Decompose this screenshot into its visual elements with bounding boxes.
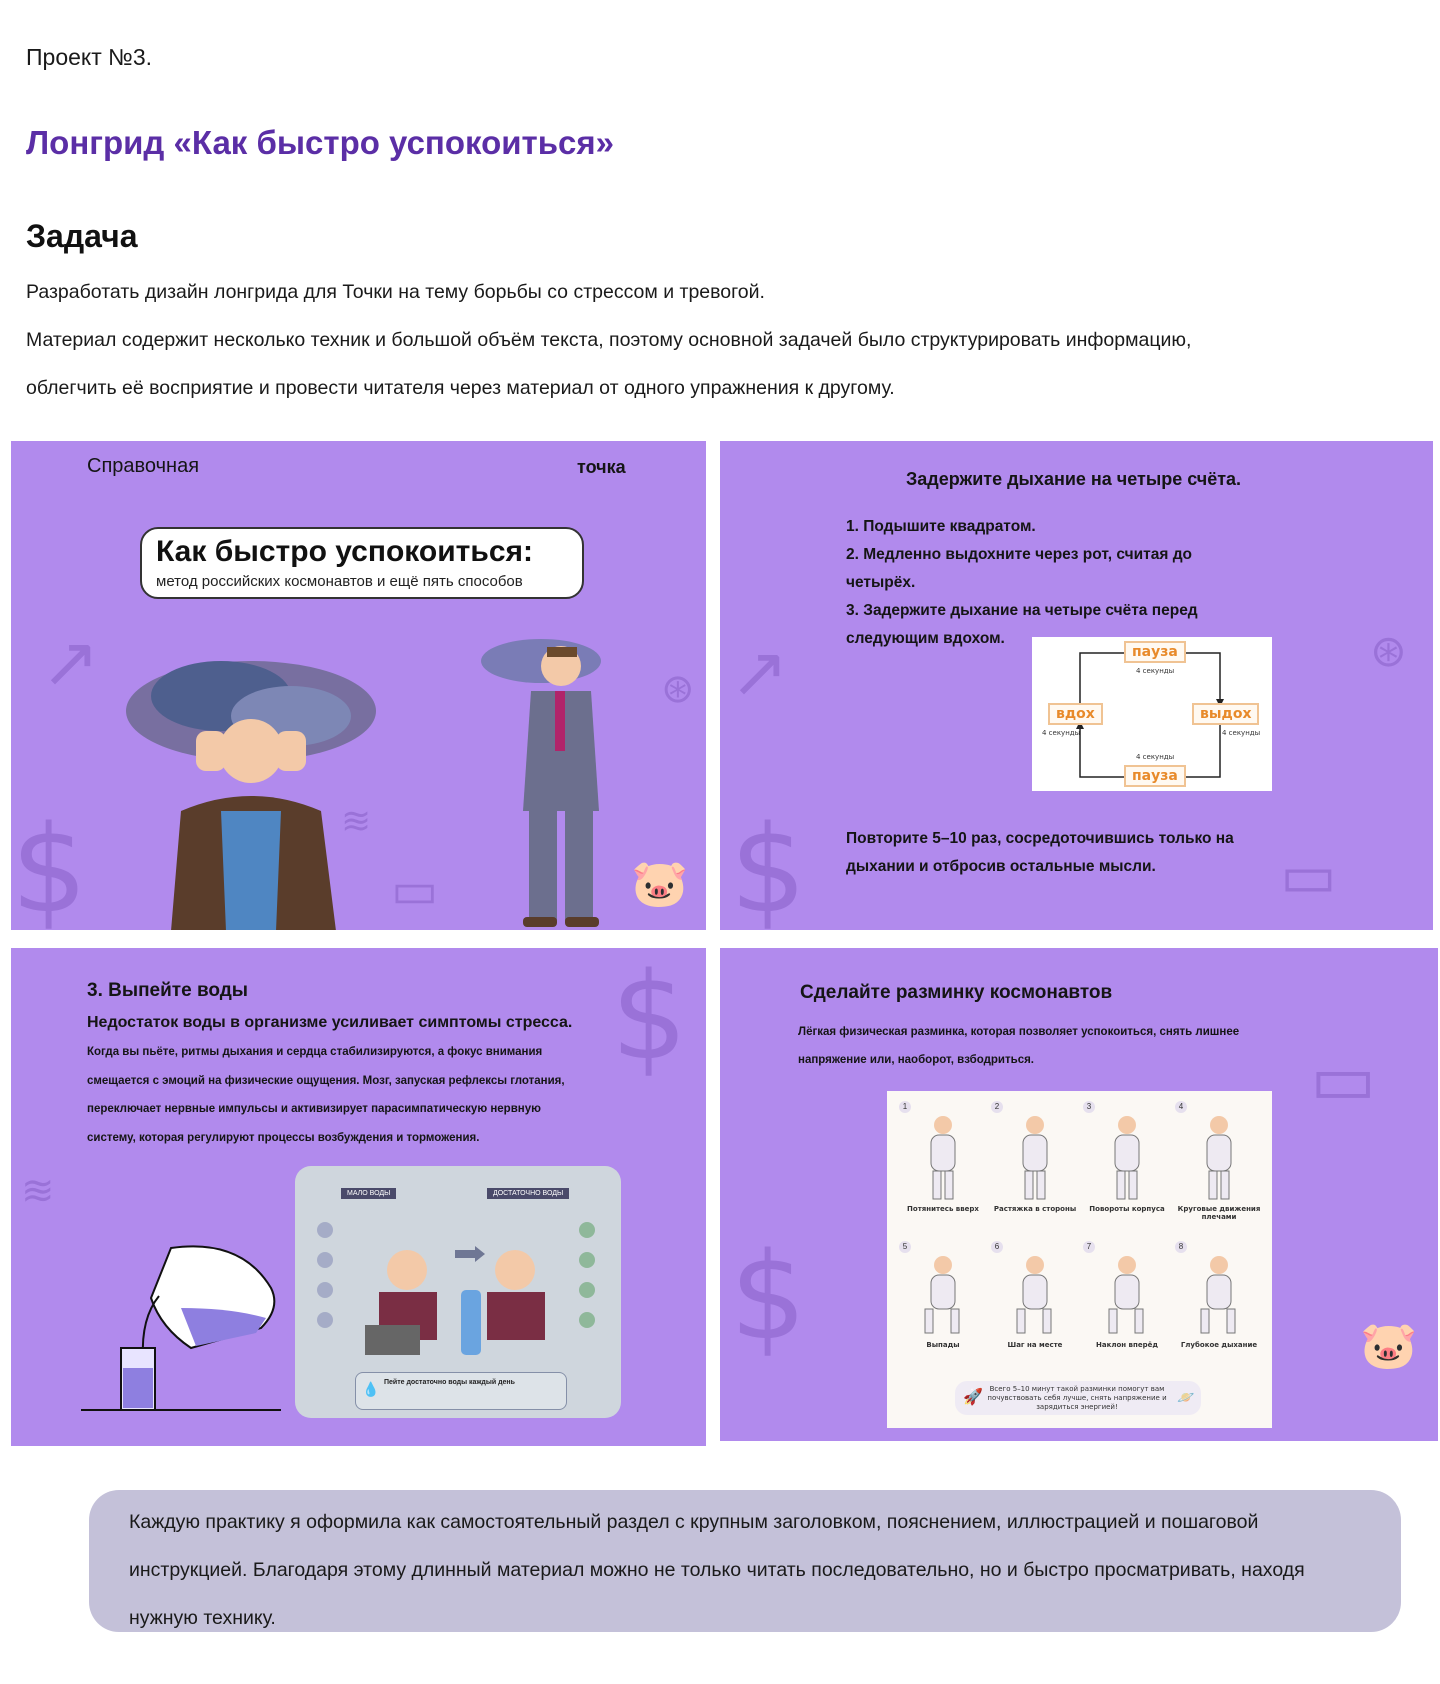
diagram-bottom-duration: 4 секунды (1136, 753, 1175, 761)
exercise-grid (887, 1091, 1272, 1428)
coins-stack-icon: ≋ (21, 1168, 55, 1214)
dollar-icon: $ (611, 948, 688, 1087)
box-breathing-diagram (1032, 637, 1272, 791)
cover-subheadline: метод российских космонавтов и ещё пять способов (156, 573, 523, 590)
slide-breathing (720, 441, 1433, 930)
slide-cover (11, 441, 706, 930)
task-paragraph-2: Материал содержит несколько техник и большой объём текста, поэтому основной задачей было структурировать информацию, облегчить её восприятие и провести читателя через материал от одного упражнения к другому. (26, 329, 1192, 399)
businessman-illustration (481, 621, 631, 930)
dollar-icon: $ (730, 801, 807, 930)
warmup-title: Сделайте разминку космонавтов (800, 982, 1113, 1003)
exercise-number: 6 (991, 1241, 1003, 1253)
diagram-top-duration: 4 секунды (1136, 667, 1175, 675)
warmup-body: Лёгкая физическая разминка, которая позволяет успокоиться, снять лишнее напряжение или, наоборот, взбодриться. (798, 1026, 1240, 1066)
diagram-left-label: вдох (1048, 703, 1103, 725)
water-pitcher-illustration (81, 1238, 311, 1418)
exercise-item (1175, 1101, 1263, 1241)
exercise-label: Глубокое дыхание (1180, 1341, 1258, 1349)
exercise-item (899, 1101, 987, 1241)
exercise-number: 5 (899, 1241, 911, 1253)
warmup-footer-note (955, 1381, 1201, 1415)
slide-water (11, 948, 706, 1446)
coins-stack-icon: ≋ (341, 801, 372, 842)
summary-callout-text: Каждую практику я оформила как самостоятельный раздел с крупным заголовком, пояснением, иллюстрацией и пошаговой инструкцией. Благодаря этому длинный материал можно не только читать последовательно, но и быстро просматривать, находя нужную технику. (129, 1511, 1305, 1629)
breathing-footer: Повторите 5–10 раз, сосредоточившись только на дыхании и отбросив остальные мысли. (846, 830, 1234, 875)
exercise-label: Повороты корпуса (1089, 1205, 1165, 1213)
coin-icon: ⊛ (1370, 626, 1407, 677)
piggy-bank-icon: 🐷 (631, 856, 689, 910)
growth-arrow-icon: ↗ (41, 621, 100, 703)
exercise-label: Выпады (926, 1341, 960, 1349)
slide-warmup (720, 948, 1438, 1441)
breathing-step-1: 1. Подышите квадратом. (846, 518, 1036, 535)
headline-card (140, 527, 584, 599)
exercise-item (1175, 1241, 1263, 1371)
credit-card-icon: ▭ (1280, 841, 1337, 911)
warmup-exercises-card (887, 1091, 1272, 1428)
exercise-number: 3 (1083, 1101, 1095, 1113)
water-infographic (295, 1166, 621, 1418)
growth-arrow-icon: ↗ (730, 631, 789, 713)
dollar-icon: $ (11, 801, 88, 930)
piggy-bank-icon: 🐷 (1360, 1318, 1418, 1372)
exercise-label: Шаг на месте (1007, 1341, 1063, 1349)
exercise-number: 7 (1083, 1241, 1095, 1253)
warmup-footer-text: Всего 5–10 минут такой разминки помогут вам почувствовать себя лучше, снять напряжение и зарядиться энергией! (987, 1385, 1167, 1411)
exercise-label: Круговые движения плечами (1177, 1205, 1261, 1221)
exercise-item (991, 1241, 1079, 1371)
planet-icon: 🪐 (1177, 1389, 1195, 1405)
breathing-steps (846, 513, 1226, 653)
page-title: Лонгрид «Как быстро успокоиться» (26, 124, 614, 161)
diagram-right-label: выдох (1192, 703, 1259, 725)
task-paragraph-1: Разработать дизайн лонгрида для Точки на тему борьбы со стрессом и тревогой. (26, 281, 765, 303)
water-title: 3. Выпейте воды (87, 980, 249, 1001)
water-body: Когда вы пьёте, ритмы дыхания и сердца стабилизируются, а фокус внимания смещается с эмоций на физические ощущения. Мозг, запуская рефлексы глотания, переключает нервные импульсы и активизирует парасимпатическую нервную систему, которая регулируют процессы возбуждения и торможения. (87, 1046, 565, 1144)
diagram-bottom-label: пауза (1124, 765, 1186, 787)
project-label: Проект №3. (26, 44, 153, 70)
exercise-label: Растяжка в стороны (993, 1205, 1077, 1213)
stressed-person-illustration (111, 641, 391, 930)
infographic-footer (355, 1372, 567, 1410)
exercise-label: Потянитесь вверх (907, 1205, 979, 1213)
exercise-number: 1 (899, 1101, 911, 1113)
rocket-icon: 🚀 (963, 1389, 983, 1406)
diagram-right-duration: 4 секунды (1222, 729, 1261, 737)
exercise-item (899, 1241, 987, 1371)
diagram-top-label: пауза (1124, 641, 1186, 663)
exercise-item (1083, 1241, 1171, 1371)
task-heading: Задача (26, 218, 138, 254)
exercise-item (991, 1101, 1079, 1241)
infographic-footer-title: Пейте достаточно воды каждый день (384, 1379, 515, 1386)
infographic-left-label: МАЛО ВОДЫ (341, 1188, 396, 1199)
water-drop-icon: 💧 (362, 1381, 380, 1397)
water-subtitle: Недостаток воды в организме усиливает симптомы стресса. (87, 1014, 573, 1031)
breathing-step-2: 2. Медленно выдохните через рот, считая до четырёх. (846, 546, 1193, 591)
credit-card-icon: ▭ (391, 861, 439, 919)
breathing-title: Задержите дыхание на четыре счёта. (906, 469, 1242, 489)
credit-card-icon: ▭ (1310, 1038, 1377, 1120)
exercise-item (1083, 1101, 1171, 1241)
diagram-left-duration: 4 секунды (1042, 729, 1081, 737)
exercise-number: 2 (991, 1101, 1003, 1113)
brand-right: точка (577, 457, 626, 477)
coin-icon: ⊛ (661, 666, 695, 712)
exercise-number: 4 (1175, 1101, 1187, 1113)
dollar-icon: $ (730, 1228, 807, 1367)
summary-callout (89, 1490, 1401, 1632)
exercise-label: Наклон вперёд (1096, 1341, 1158, 1349)
infographic-right-label: ДОСТАТОЧНО ВОДЫ (487, 1188, 569, 1199)
breathing-step-3: 3. Задержите дыхание на четыре счёта перед следующим вдохом. (846, 602, 1198, 647)
exercise-number: 8 (1175, 1241, 1187, 1253)
cover-headline: Как быстро успокоиться: (156, 535, 533, 568)
brand-left: Справочная (87, 455, 200, 477)
